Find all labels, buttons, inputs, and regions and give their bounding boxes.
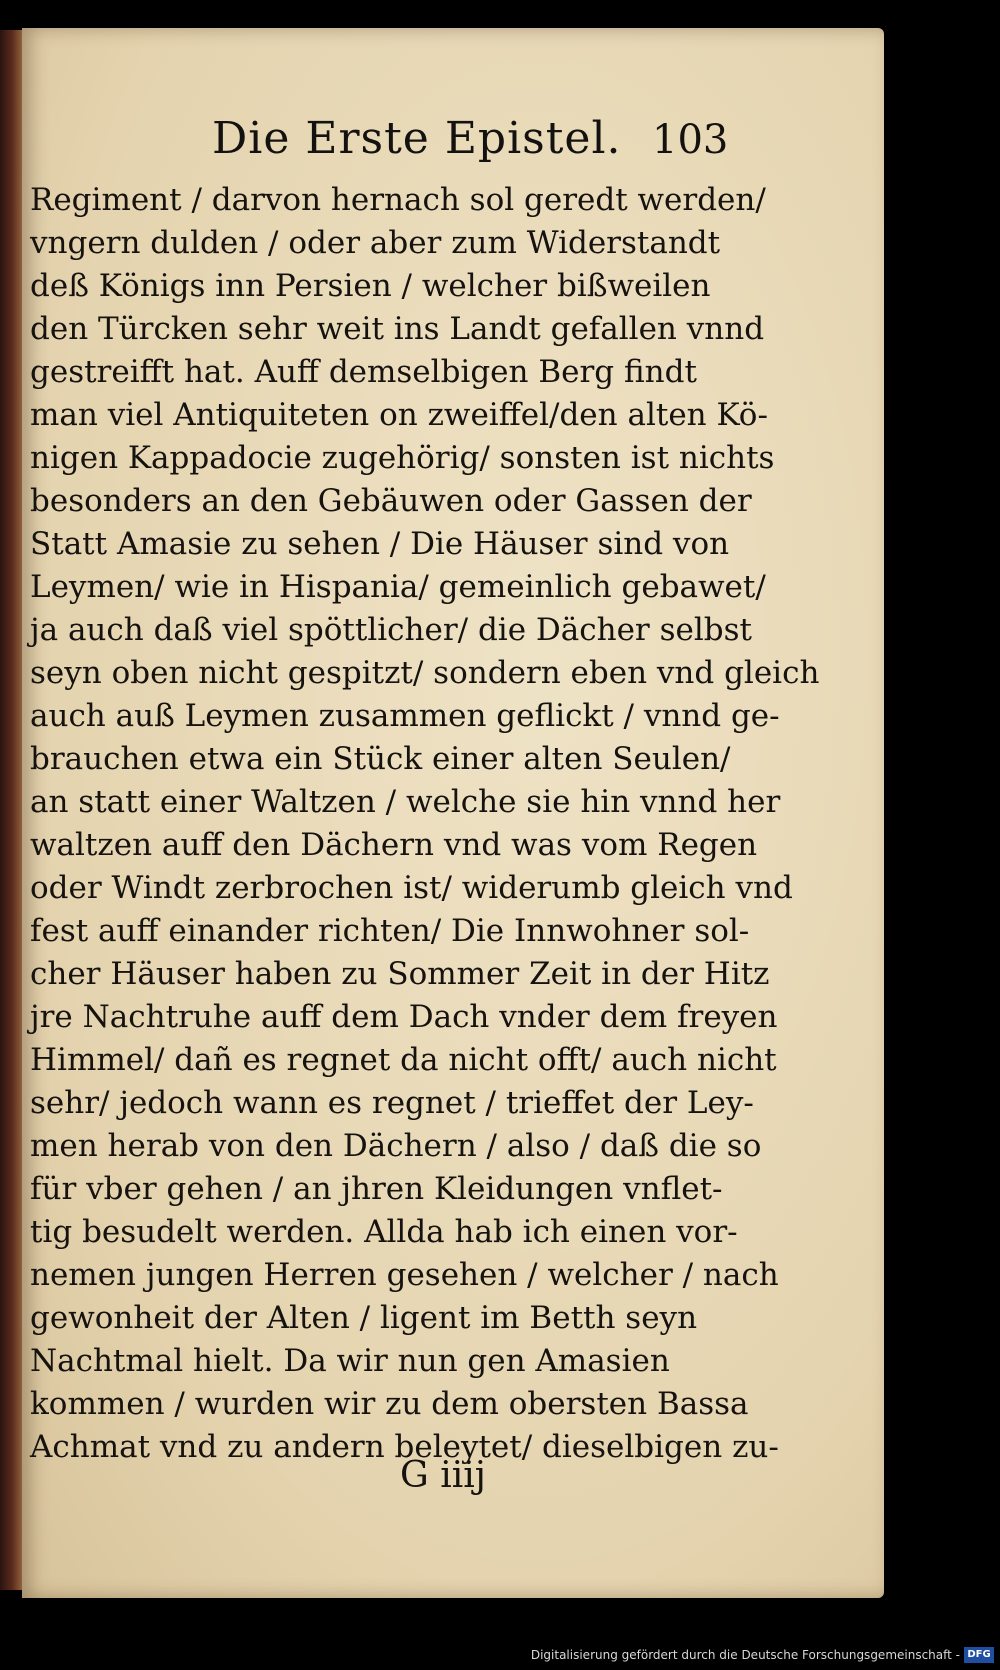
text-line: nemen jungen Herren gesehen / welcher / nach xyxy=(30,1257,779,1293)
signature-mark: G iiij xyxy=(400,1455,486,1496)
text-line: Nachtmal hielt. Da wir nun gen Amasien xyxy=(30,1343,670,1379)
text-line: für vber gehen / an jhren Kleidungen vnflet- xyxy=(30,1171,723,1207)
text-line: fest auff einander richten/ Die Innwohner sol- xyxy=(30,913,750,949)
text-line: besonders an den Gebäuwen oder Gassen der xyxy=(30,483,752,519)
text-line: oder Windt zerbrochen ist/ widerumb gleich vnd xyxy=(30,870,793,906)
text-line: tig besudelt werden. Allda hab ich einen vor- xyxy=(30,1214,738,1250)
text-line: waltzen auff den Dächern vnd was vom Regen xyxy=(30,827,758,863)
text-line: man viel Antiquiteten on zweiffel/den alten Kö- xyxy=(30,397,768,433)
footer-bar xyxy=(0,1636,1000,1670)
page-number: 103 xyxy=(652,117,729,163)
text-line: nigen Kappadocie zugehörig/ sonsten ist nichts xyxy=(30,440,775,476)
running-title: Die Erste Epistel. xyxy=(212,113,622,164)
text-line: vngern dulden / oder aber zum Widerstandt xyxy=(30,225,721,261)
text-line: cher Häuser haben zu Sommer Zeit in der Hitz xyxy=(30,956,770,992)
text-line: brauchen etwa ein Stück einer alten Seulen/ xyxy=(30,741,731,777)
text-line: ja auch daß viel spöttlicher/ die Dächer selbst xyxy=(30,612,752,648)
text-line: Himmel/ dañ es regnet da nicht offt/ auch nicht xyxy=(30,1042,777,1078)
text-line: Regiment / darvon hernach sol geredt werden/ xyxy=(30,182,766,218)
text-line: den Türcken sehr weit ins Landt gefallen vnnd xyxy=(30,311,765,347)
text-line: Statt Amasie zu sehen / Die Häuser sind von xyxy=(30,526,730,562)
text-line: jre Nachtruhe auff dem Dach vnder dem freyen xyxy=(30,999,778,1035)
text-line: seyn oben nicht gespitzt/ sondern eben vnd gleich xyxy=(30,655,820,691)
text-line: Achmat vnd zu andern beleytet/ dieselbigen zu- xyxy=(30,1429,779,1465)
page-header xyxy=(22,113,884,173)
text-line: kommen / wurden wir zu dem obersten Bassa xyxy=(30,1386,749,1422)
book-page xyxy=(22,28,884,1598)
text-line: auch auß Leymen zusammen geflickt / vnnd ge- xyxy=(30,698,780,734)
text-line: gewonheit der Alten / ligent im Betth seyn xyxy=(30,1300,698,1336)
text-line: gestreifft hat. Auff demselbigen Berg findt xyxy=(30,354,697,390)
digitization-credit: Digitalisierung gefördert durch die Deutsche Forschungsgemeinschaft - xyxy=(530,1648,960,1662)
text-line: Leymen/ wie in Hispania/ gemeinlich gebawet/ xyxy=(30,569,766,605)
text-line: men herab von den Dächern / also / daß die so xyxy=(30,1128,762,1164)
text-line: an statt einer Waltzen / welche sie hin vnnd her xyxy=(30,784,781,820)
dfg-logo: DFG xyxy=(964,1647,994,1663)
text-line: deß Königs inn Persien / welcher bißweilen xyxy=(30,268,711,304)
text-line: sehr/ jedoch wann es regnet / trieffet der Ley- xyxy=(30,1085,754,1121)
